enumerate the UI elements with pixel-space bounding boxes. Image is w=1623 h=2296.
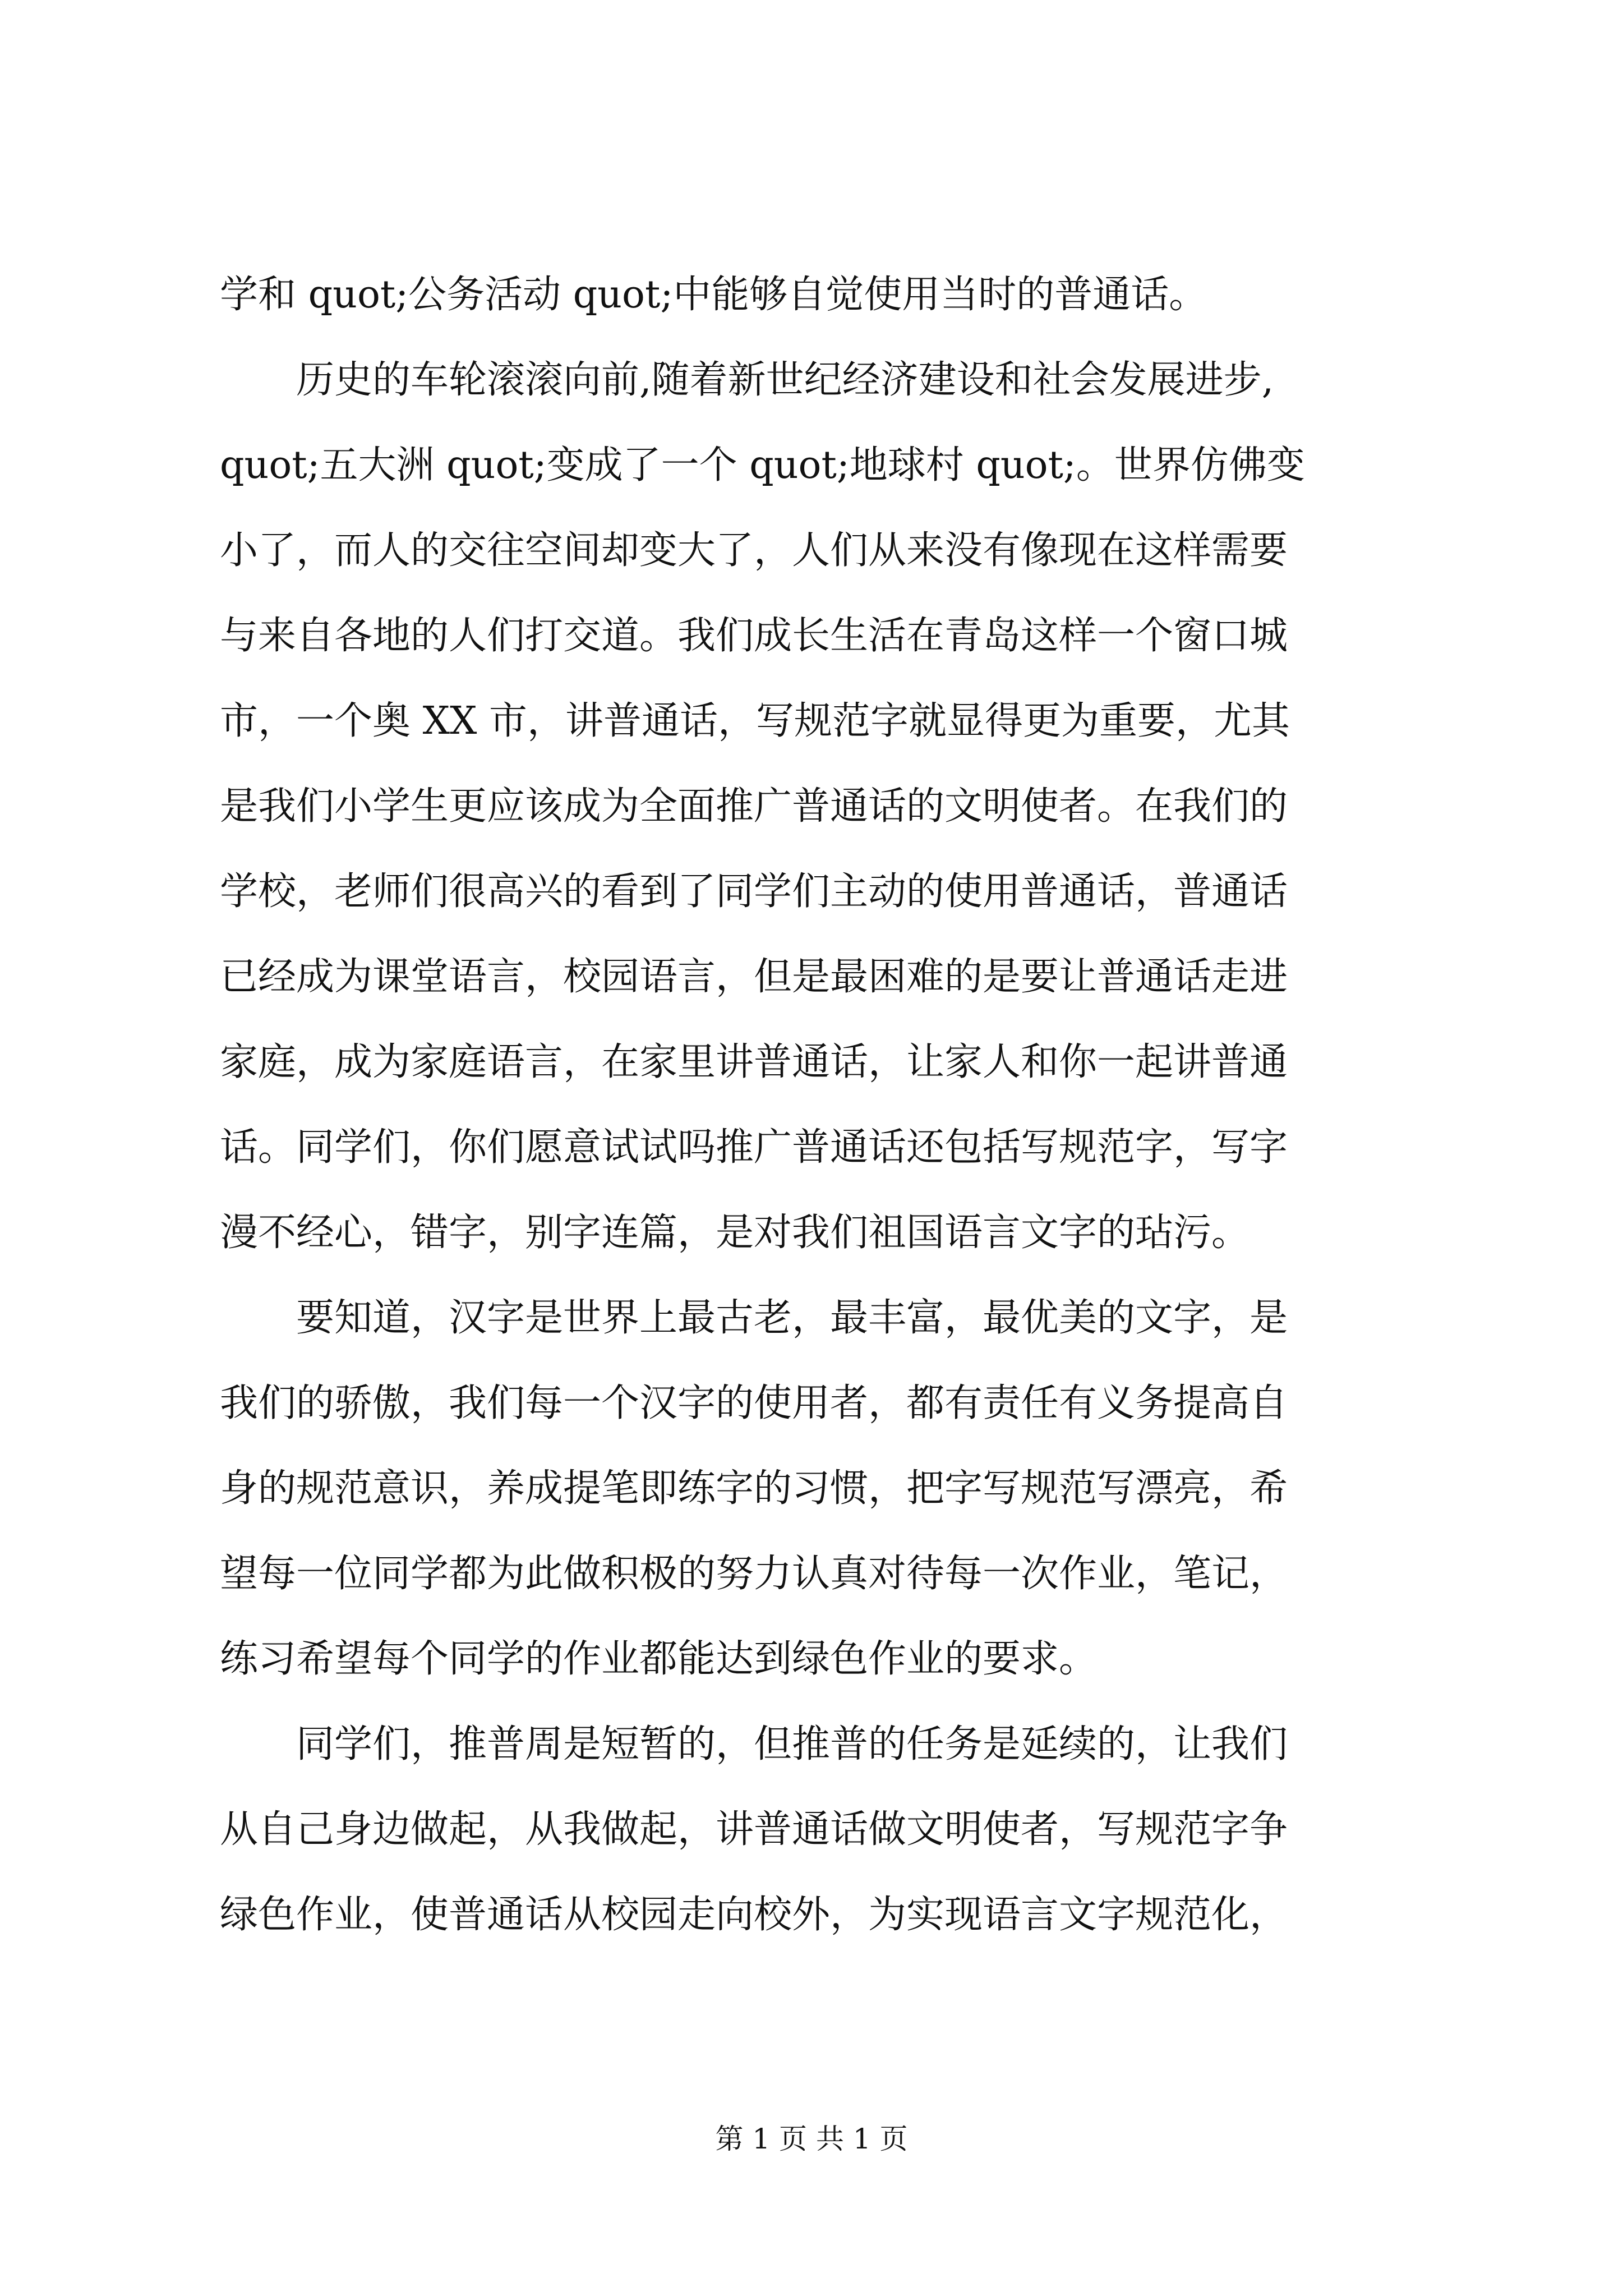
text-line: 已经成为课堂语言，校园语言，但是最困难的是要让普通话走进: [220, 955, 1288, 999]
text-line: 漫不经心，错字，别字连篇，是对我们祖国语言文字的玷污。: [220, 1211, 1250, 1255]
text-line: 我们的骄傲，我们每一个汉字的使用者，都有责任有义务提高自: [220, 1381, 1288, 1425]
text-line: 身的规范意识，养成提笔即练字的习惯，把字写规范写漂亮，希: [220, 1466, 1288, 1511]
text-line: 是我们小学生更应该成为全面推广普通话的文明使者。在我们的: [220, 784, 1288, 829]
text-line: quot;五大洲 quot;变成了一个 quot;地球村 quot;。世界仿佛变: [220, 443, 1305, 487]
text-line: 话。同学们，你们愿意试试吗推广普通话还包括写规范字，写字: [220, 1125, 1288, 1170]
page-number-footer: 第 1 页 共 1 页: [715, 2123, 908, 2155]
text-line: 要知道，汉字是世界上最古老，最丰富，最优美的文字，是: [220, 1296, 1288, 1340]
text-line: 家庭，成为家庭语言，在家里讲普通话，让家人和你一起讲普通: [220, 1040, 1288, 1084]
text-line: 同学们，推普周是短暂的，但推普的任务是延续的，让我们: [220, 1722, 1288, 1766]
text-line: 练习希望每个同学的作业都能达到绿色作业的要求。: [220, 1637, 1098, 1681]
text-line: 市，一个奥 XX 市，讲普通话，写规范字就显得更为重要，尤其: [220, 699, 1290, 743]
text-line: 学校，老师们很高兴的看到了同学们主动的使用普通话，普通话: [220, 869, 1288, 914]
body-text: [220, 252, 1454, 1958]
text-line: 学和 quot;公务活动 quot;中能够自觉使用当时的普通话。: [220, 273, 1207, 317]
text-line: 望每一位同学都为此做积极的努力认真对待每一次作业，笔记，: [220, 1552, 1288, 1596]
text-line: 历史的车轮滚滚向前,随着新世纪经济建设和社会发展进步,: [220, 358, 1274, 402]
text-line: 小了，而人的交往空间却变大了，人们从来没有像现在这样需要: [220, 528, 1288, 573]
text-line: 与来自各地的人们打交道。我们成长生活在青岛这样一个窗口城: [220, 614, 1288, 658]
text-line: 绿色作业，使普通话从校园走向校外，为实现语言文字规范化，: [220, 1893, 1288, 1937]
text-line: 从自己身边做起，从我做起，讲普通话做文明使者，写规范字争: [220, 1807, 1288, 1852]
